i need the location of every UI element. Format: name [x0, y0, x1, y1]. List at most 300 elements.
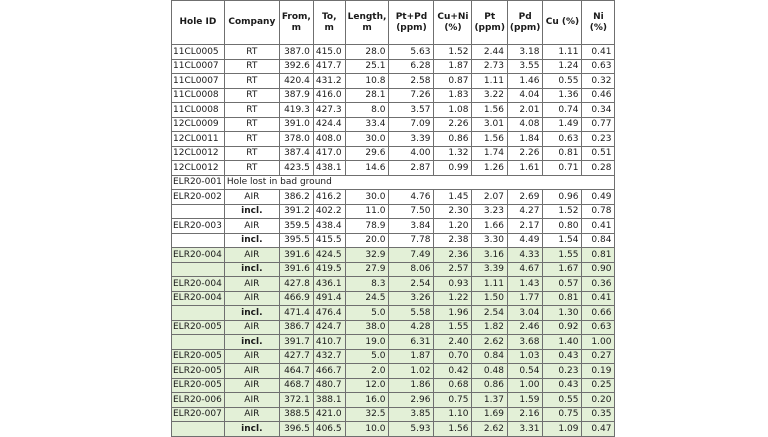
cell-pt: 0.84 — [472, 349, 507, 364]
cell-cu-ni: 2.26 — [434, 117, 472, 132]
cell-ni: 0.41 — [582, 45, 615, 60]
cell-company: AIR — [224, 248, 279, 263]
table-row — [172, 248, 615, 263]
cell-pd: 2.17 — [507, 219, 543, 234]
cell-ni: 0.23 — [582, 132, 615, 147]
cell-hole-id: 12CL0011 — [172, 132, 225, 147]
cell-from: 391.0 — [279, 117, 313, 132]
cell-hole-id — [172, 306, 225, 321]
header-pt: Pt (ppm) — [472, 1, 507, 45]
cell-cu: 1.54 — [543, 233, 582, 248]
table-row — [172, 161, 615, 176]
cell-length: 24.5 — [345, 291, 389, 306]
cell-cu-ni: 1.83 — [434, 88, 472, 103]
cell-from: 427.7 — [279, 349, 313, 364]
cell-ni: 0.27 — [582, 349, 615, 364]
table-row — [172, 45, 615, 60]
cell-pt-pd: 3.84 — [389, 219, 434, 234]
cell-cu-ni: 1.87 — [434, 59, 472, 74]
cell-pd: 3.18 — [507, 45, 543, 60]
cell-length: 5.0 — [345, 306, 389, 321]
cell-company: incl. — [224, 262, 279, 277]
header-to: To, m — [313, 1, 345, 45]
cell-cu: 0.81 — [543, 291, 582, 306]
header-cu-ni: Cu+Ni (%) — [434, 1, 472, 45]
cell-hole-id: ELR20-004 — [172, 291, 225, 306]
cell-length: 28.1 — [345, 88, 389, 103]
cell-cu-ni: 0.86 — [434, 132, 472, 147]
cell-cu: 1.40 — [543, 335, 582, 350]
table-row — [172, 407, 615, 422]
cell-pd: 2.26 — [507, 146, 543, 161]
table-row — [172, 88, 615, 103]
cell-hole-id: 11CL0005 — [172, 45, 225, 60]
cell-length: 14.6 — [345, 161, 389, 176]
cell-ni: 0.77 — [582, 117, 615, 132]
cell-from: 387.9 — [279, 88, 313, 103]
cell-pd: 3.31 — [507, 422, 543, 437]
cell-pt: 0.86 — [472, 378, 507, 393]
cell-ni: 0.90 — [582, 262, 615, 277]
cell-cu: 0.23 — [543, 364, 582, 379]
cell-cu: 0.57 — [543, 277, 582, 292]
cell-from: 387.4 — [279, 146, 313, 161]
cell-company: RT — [224, 117, 279, 132]
cell-pd: 3.55 — [507, 59, 543, 74]
cell-ni: 0.25 — [582, 378, 615, 393]
cell-from: 395.5 — [279, 233, 313, 248]
cell-company: AIR — [224, 364, 279, 379]
cell-cu-ni: 1.55 — [434, 320, 472, 335]
cell-ni: 0.41 — [582, 291, 615, 306]
cell-company: incl. — [224, 335, 279, 350]
table-row — [172, 59, 615, 74]
cell-cu: 1.49 — [543, 117, 582, 132]
cell-company: AIR — [224, 277, 279, 292]
cell-ni: 0.46 — [582, 88, 615, 103]
table-row — [172, 190, 615, 205]
cell-pt: 1.82 — [472, 320, 507, 335]
cell-to: 424.7 — [313, 320, 345, 335]
cell-to: 480.7 — [313, 378, 345, 393]
cell-length: 32.5 — [345, 407, 389, 422]
cell-ni: 0.41 — [582, 219, 615, 234]
cell-cu: 1.52 — [543, 204, 582, 219]
cell-length: 33.4 — [345, 117, 389, 132]
cell-company: AIR — [224, 219, 279, 234]
cell-pt: 2.54 — [472, 306, 507, 321]
cell-to: 408.0 — [313, 132, 345, 147]
cell-pd: 1.84 — [507, 132, 543, 147]
table-row — [172, 132, 615, 147]
table-body — [172, 45, 615, 437]
cell-company: AIR — [224, 349, 279, 364]
cell-company: AIR — [224, 378, 279, 393]
cell-pt-pd: 2.58 — [389, 74, 434, 89]
cell-pt: 1.56 — [472, 103, 507, 118]
cell-pt: 1.50 — [472, 291, 507, 306]
table-row — [172, 74, 615, 89]
cell-from: 392.6 — [279, 59, 313, 74]
cell-company: RT — [224, 45, 279, 60]
cell-pd: 4.67 — [507, 262, 543, 277]
cell-hole-id: ELR20-007 — [172, 407, 225, 422]
cell-hole-id: ELR20-006 — [172, 393, 225, 408]
cell-cu: 1.30 — [543, 306, 582, 321]
cell-cu: 0.74 — [543, 103, 582, 118]
cell-length: 78.9 — [345, 219, 389, 234]
cell-cu-ni: 0.68 — [434, 378, 472, 393]
cell-to: 415.0 — [313, 45, 345, 60]
cell-to: 419.5 — [313, 262, 345, 277]
cell-cu-ni: 2.30 — [434, 204, 472, 219]
cell-from: 386.7 — [279, 320, 313, 335]
cell-pd: 1.77 — [507, 291, 543, 306]
cell-from: 388.5 — [279, 407, 313, 422]
cell-pt: 3.30 — [472, 233, 507, 248]
cell-pt: 3.39 — [472, 262, 507, 277]
table-row — [172, 335, 615, 350]
cell-length: 30.0 — [345, 132, 389, 147]
cell-length: 12.0 — [345, 378, 389, 393]
cell-length: 28.0 — [345, 45, 389, 60]
cell-company: incl. — [224, 233, 279, 248]
cell-pt-pd: 4.28 — [389, 320, 434, 335]
cell-pt-pd: 6.28 — [389, 59, 434, 74]
header-hole-id: Hole ID — [172, 1, 225, 45]
cell-pt-pd: 5.63 — [389, 45, 434, 60]
table-row — [172, 233, 615, 248]
cell-pt-pd: 4.00 — [389, 146, 434, 161]
cell-cu: 1.55 — [543, 248, 582, 263]
cell-hole-id: 11CL0008 — [172, 88, 225, 103]
cell-pd: 2.46 — [507, 320, 543, 335]
cell-ni: 0.51 — [582, 146, 615, 161]
cell-to: 432.7 — [313, 349, 345, 364]
cell-cu: 0.92 — [543, 320, 582, 335]
cell-hole-id: ELR20-002 — [172, 190, 225, 205]
cell-cu-ni: 0.93 — [434, 277, 472, 292]
cell-pt: 3.23 — [472, 204, 507, 219]
cell-cu: 1.36 — [543, 88, 582, 103]
cell-cu: 0.55 — [543, 393, 582, 408]
cell-pd: 1.61 — [507, 161, 543, 176]
cell-from: 468.7 — [279, 378, 313, 393]
cell-pd: 3.04 — [507, 306, 543, 321]
cell-from: 420.4 — [279, 74, 313, 89]
cell-pt-pd: 1.86 — [389, 378, 434, 393]
cell-hole-id — [172, 204, 225, 219]
cell-cu: 0.71 — [543, 161, 582, 176]
cell-to: 476.4 — [313, 306, 345, 321]
table-row — [172, 364, 615, 379]
cell-length: 5.0 — [345, 349, 389, 364]
cell-pt: 1.69 — [472, 407, 507, 422]
cell-from: 391.2 — [279, 204, 313, 219]
table-row — [172, 306, 615, 321]
cell-to: 388.1 — [313, 393, 345, 408]
cell-pt: 3.22 — [472, 88, 507, 103]
cell-pt-pd: 8.06 — [389, 262, 434, 277]
cell-to: 417.0 — [313, 146, 345, 161]
cell-ni: 0.20 — [582, 393, 615, 408]
cell-to: 427.3 — [313, 103, 345, 118]
cell-cu: 0.81 — [543, 146, 582, 161]
cell-length: 10.0 — [345, 422, 389, 437]
cell-pt-pd: 3.85 — [389, 407, 434, 422]
table-row — [172, 393, 615, 408]
cell-pt: 0.48 — [472, 364, 507, 379]
cell-pt-pd: 2.54 — [389, 277, 434, 292]
cell-hole-id: ELR20-005 — [172, 320, 225, 335]
cell-hole-id: 12CL0009 — [172, 117, 225, 132]
cell-length: 29.6 — [345, 146, 389, 161]
cell-ni: 0.47 — [582, 422, 615, 437]
cell-ni: 0.19 — [582, 364, 615, 379]
header-pt-pd: Pt+Pd (ppm) — [389, 1, 434, 45]
cell-pt-pd: 2.96 — [389, 393, 434, 408]
cell-length: 27.9 — [345, 262, 389, 277]
cell-cu: 1.09 — [543, 422, 582, 437]
cell-to: 438.4 — [313, 219, 345, 234]
cell-length: 38.0 — [345, 320, 389, 335]
header-company: Company — [224, 1, 279, 45]
header-pd: Pd (ppm) — [507, 1, 543, 45]
cell-pt-pd: 7.26 — [389, 88, 434, 103]
cell-company: RT — [224, 146, 279, 161]
cell-company: incl. — [224, 204, 279, 219]
cell-company: RT — [224, 88, 279, 103]
cell-to: 436.1 — [313, 277, 345, 292]
cell-cu: 0.55 — [543, 74, 582, 89]
cell-to: 417.7 — [313, 59, 345, 74]
cell-to: 431.2 — [313, 74, 345, 89]
cell-cu: 1.11 — [543, 45, 582, 60]
cell-cu-ni: 1.45 — [434, 190, 472, 205]
cell-pd: 4.04 — [507, 88, 543, 103]
cell-ni: 0.35 — [582, 407, 615, 422]
cell-pt-pd: 3.57 — [389, 103, 434, 118]
cell-pd: 0.54 — [507, 364, 543, 379]
cell-cu-ni: 1.10 — [434, 407, 472, 422]
cell-to: 402.2 — [313, 204, 345, 219]
cell-length: 10.8 — [345, 74, 389, 89]
cell-length: 16.0 — [345, 393, 389, 408]
cell-cu: 0.75 — [543, 407, 582, 422]
table-row — [172, 146, 615, 161]
cell-cu-ni: 1.56 — [434, 422, 472, 437]
cell-ni: 0.63 — [582, 59, 615, 74]
cell-cu-ni: 1.52 — [434, 45, 472, 60]
cell-cu-ni: 1.20 — [434, 219, 472, 234]
cell-length: 11.0 — [345, 204, 389, 219]
cell-company: RT — [224, 132, 279, 147]
cell-cu-ni: 1.08 — [434, 103, 472, 118]
cell-pt-pd: 1.87 — [389, 349, 434, 364]
cell-cu-ni: 1.96 — [434, 306, 472, 321]
cell-from: 471.4 — [279, 306, 313, 321]
cell-pd: 2.01 — [507, 103, 543, 118]
cell-pt: 1.56 — [472, 132, 507, 147]
cell-length: 19.0 — [345, 335, 389, 350]
header-from: From, m — [279, 1, 313, 45]
cell-cu: 1.67 — [543, 262, 582, 277]
cell-cu-ni: 0.70 — [434, 349, 472, 364]
cell-pd: 2.16 — [507, 407, 543, 422]
cell-cu: 0.43 — [543, 349, 582, 364]
assay-results-table-container — [171, 0, 615, 437]
cell-to: 438.1 — [313, 161, 345, 176]
cell-hole-id — [172, 422, 225, 437]
cell-pt-pd: 7.49 — [389, 248, 434, 263]
cell-ni: 0.66 — [582, 306, 615, 321]
cell-hole-id — [172, 335, 225, 350]
cell-cu: 0.63 — [543, 132, 582, 147]
cell-length: 32.9 — [345, 248, 389, 263]
cell-from: 464.7 — [279, 364, 313, 379]
cell-hole-id: 11CL0008 — [172, 103, 225, 118]
cell-cu: 0.96 — [543, 190, 582, 205]
table-row — [172, 117, 615, 132]
cell-pt-pd: 7.50 — [389, 204, 434, 219]
cell-cu: 0.80 — [543, 219, 582, 234]
cell-pt-pd: 3.39 — [389, 132, 434, 147]
cell-ni: 0.49 — [582, 190, 615, 205]
cell-pd: 2.69 — [507, 190, 543, 205]
cell-pt: 2.44 — [472, 45, 507, 60]
cell-pd: 4.33 — [507, 248, 543, 263]
cell-company: RT — [224, 103, 279, 118]
cell-ni: 1.00 — [582, 335, 615, 350]
cell-length: 25.1 — [345, 59, 389, 74]
cell-company: AIR — [224, 291, 279, 306]
cell-cu-ni: 2.57 — [434, 262, 472, 277]
cell-pt-pd: 6.31 — [389, 335, 434, 350]
cell-pt: 1.11 — [472, 277, 507, 292]
cell-pd: 4.49 — [507, 233, 543, 248]
cell-company: AIR — [224, 320, 279, 335]
cell-pt: 1.66 — [472, 219, 507, 234]
table-row — [172, 204, 615, 219]
cell-pt: 1.26 — [472, 161, 507, 176]
cell-pd: 3.68 — [507, 335, 543, 350]
header-ni: Ni (%) — [582, 1, 615, 45]
cell-to: 415.5 — [313, 233, 345, 248]
cell-company: RT — [224, 74, 279, 89]
header-length: Length, m — [345, 1, 389, 45]
cell-hole-id: ELR20-001 — [172, 175, 225, 190]
header-row — [172, 1, 615, 45]
cell-pd: 1.43 — [507, 277, 543, 292]
cell-pt-pd: 3.26 — [389, 291, 434, 306]
cell-pt-pd: 7.78 — [389, 233, 434, 248]
cell-ni: 0.36 — [582, 277, 615, 292]
cell-to: 466.7 — [313, 364, 345, 379]
cell-hole-id: ELR20-005 — [172, 378, 225, 393]
cell-pt: 3.01 — [472, 117, 507, 132]
cell-hole-id: 12CL0012 — [172, 146, 225, 161]
cell-to: 424.4 — [313, 117, 345, 132]
cell-hole-id: ELR20-005 — [172, 349, 225, 364]
cell-company: AIR — [224, 190, 279, 205]
table-row — [172, 378, 615, 393]
table-row — [172, 291, 615, 306]
cell-pt: 1.37 — [472, 393, 507, 408]
cell-hole-id: ELR20-004 — [172, 277, 225, 292]
cell-from: 378.0 — [279, 132, 313, 147]
cell-cu-ni: 0.87 — [434, 74, 472, 89]
cell-from: 387.0 — [279, 45, 313, 60]
cell-to: 491.4 — [313, 291, 345, 306]
cell-cu-ni: 2.36 — [434, 248, 472, 263]
cell-company: RT — [224, 161, 279, 176]
cell-ni: 0.84 — [582, 233, 615, 248]
cell-pt: 3.16 — [472, 248, 507, 263]
cell-from: 466.9 — [279, 291, 313, 306]
cell-company: RT — [224, 59, 279, 74]
cell-hole-id: 11CL0007 — [172, 59, 225, 74]
cell-length: 20.0 — [345, 233, 389, 248]
cell-cu-ni: 0.99 — [434, 161, 472, 176]
cell-ni: 0.63 — [582, 320, 615, 335]
cell-company: AIR — [224, 393, 279, 408]
cell-hole-id: ELR20-003 — [172, 219, 225, 234]
cell-pt-pd: 4.76 — [389, 190, 434, 205]
cell-pd: 4.08 — [507, 117, 543, 132]
cell-company: incl. — [224, 422, 279, 437]
cell-hole-id: 11CL0007 — [172, 74, 225, 89]
cell-pt: 2.62 — [472, 422, 507, 437]
cell-from: 359.5 — [279, 219, 313, 234]
cell-pt-pd: 5.93 — [389, 422, 434, 437]
cell-pd: 1.46 — [507, 74, 543, 89]
cell-pt: 2.07 — [472, 190, 507, 205]
header-cu: Cu (%) — [543, 1, 582, 45]
cell-to: 424.5 — [313, 248, 345, 263]
cell-pd: 1.59 — [507, 393, 543, 408]
cell-ni: 0.34 — [582, 103, 615, 118]
cell-from: 372.1 — [279, 393, 313, 408]
table-row — [172, 103, 615, 118]
cell-cu-ni: 1.32 — [434, 146, 472, 161]
cell-from: 396.5 — [279, 422, 313, 437]
table-row — [172, 277, 615, 292]
cell-from: 391.6 — [279, 262, 313, 277]
cell-to: 410.7 — [313, 335, 345, 350]
cell-pt: 2.62 — [472, 335, 507, 350]
cell-from: 423.5 — [279, 161, 313, 176]
cell-from: 386.2 — [279, 190, 313, 205]
assay-results-table — [171, 0, 615, 437]
table-row — [172, 320, 615, 335]
cell-cu-ni: 2.38 — [434, 233, 472, 248]
cell-ni: 0.28 — [582, 161, 615, 176]
table-row — [172, 175, 615, 190]
cell-cu-ni: 2.40 — [434, 335, 472, 350]
table-row — [172, 219, 615, 234]
cell-ni: 0.81 — [582, 248, 615, 263]
cell-pt-pd: 2.87 — [389, 161, 434, 176]
cell-hole-id: ELR20-004 — [172, 248, 225, 263]
cell-company: AIR — [224, 407, 279, 422]
cell-pt: 1.74 — [472, 146, 507, 161]
cell-pt-pd: 7.09 — [389, 117, 434, 132]
cell-pd: 1.03 — [507, 349, 543, 364]
cell-length: 8.0 — [345, 103, 389, 118]
cell-ni: 0.32 — [582, 74, 615, 89]
cell-pt-pd: 1.02 — [389, 364, 434, 379]
cell-to: 421.0 — [313, 407, 345, 422]
